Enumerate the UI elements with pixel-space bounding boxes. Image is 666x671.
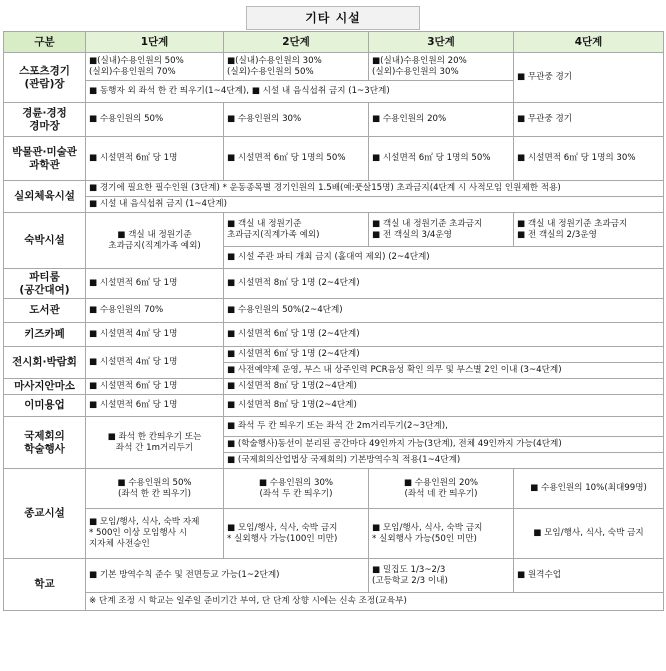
table-row (4, 469, 664, 509)
cell: ■ 수용인원의 50% (좌석 한 칸 띄우기) (86, 469, 224, 509)
header-stage-4: 4단계 (514, 32, 664, 53)
school-note: ※ 단계 조정 시 학교는 일주일 준비기간 부여, 단 단계 상향 시에는 신속 조정(교육부) (86, 593, 664, 611)
cell: ■ 시설면적 8㎡ 당 1명 (2~4단계) (224, 269, 664, 299)
cell: ■ 수용인원의 50%(2~4단계) (224, 299, 664, 323)
cell: ■ 수용인원의 20% (좌석 네 칸 띄우기) (369, 469, 514, 509)
header-stage-2: 2단계 (224, 32, 369, 53)
cell: ■ 시설면적 4㎡ 당 1명 (86, 347, 224, 379)
page-title: 기타 시설 (246, 6, 420, 30)
table-row (4, 137, 664, 181)
cell: ■ 수용인원의 50% (86, 103, 224, 137)
category-massage: 마사지안마소 (4, 379, 86, 395)
cell: ■ 시설 내 음식섭취 금지 (1~4단계) (86, 197, 664, 213)
category-lodging: 숙박시설 (4, 213, 86, 269)
table-row (4, 509, 664, 559)
table-row (4, 395, 664, 417)
cell: ■ 모임/행사, 식사, 숙박 금지 (514, 509, 664, 559)
header-stage-3: 3단계 (369, 32, 514, 53)
cell: ■ 수용인원의 30% (좌석 두 칸 띄우기) (224, 469, 369, 509)
header-category: 구분 (4, 32, 86, 53)
cell: ■(실내)수용인원의 50% (실외)수용인원의 70% (86, 53, 224, 81)
cell: ■ 시설면적 6㎡ 당 1명 (86, 137, 224, 181)
cell: ■ 수용인원의 30% (224, 103, 369, 137)
header-stage-1: 1단계 (86, 32, 224, 53)
header-row (4, 32, 664, 53)
cell: ■ 시설면적 8㎡ 당 1명(2~4단계) (224, 379, 664, 395)
cell: ■ (국제회의산업법상 국제회의) 기본방역수칙 적용(1~4단계) (224, 453, 664, 469)
category-expo: 전시회·박람회 (4, 347, 86, 379)
cell: ■ 시설면적 8㎡ 당 1명(2~4단계) (224, 395, 664, 417)
facility-table (3, 31, 664, 611)
cell: ■ 시설 주관 파티 개최 금지 (홀대여 제외) (2~4단계) (224, 247, 664, 269)
table-row (4, 299, 664, 323)
cell: ■ 모임/행사, 식사, 숙박 금지 * 실외행사 가능(50인 미만) (369, 509, 514, 559)
table-row (4, 323, 664, 347)
cell: ■ 무관중 경기 (514, 103, 664, 137)
cell: ■ 수용인원의 70% (86, 299, 224, 323)
cell: ■ 기본 방역수칙 준수 및 전면등교 가능(1~2단계) (86, 559, 369, 593)
category-race: 경륜·경정 경마장 (4, 103, 86, 137)
cell: ■(실내)수용인원의 30% (실외)수용인원의 50% (224, 53, 369, 81)
category-school: 학교 (4, 559, 86, 611)
table-row (4, 181, 664, 197)
cell: ■ 시설면적 6㎡ 당 1명 (86, 269, 224, 299)
table-row (4, 347, 664, 363)
category-indoor-sports: 실외체육시설 (4, 181, 86, 213)
cell: ■ 밀집도 1/3~2/3 (고등학교 2/3 이내) (369, 559, 514, 593)
table-row (4, 213, 664, 247)
cell: ■ 사전예약제 운영, 부스 내 상주인력 PCR음성 확인 의무 및 부스별 2인 이내 (3~4단계) (224, 363, 664, 379)
category-sports: 스포츠경기 (관람)장 (4, 53, 86, 103)
cell: ■ 시설면적 6㎡ 당 1명 (2~4단계) (224, 323, 664, 347)
cell: ■ 시설면적 6㎡ 당 1명 (2~4단계) (224, 347, 664, 363)
cell: ■ 시설면적 6㎡ 당 1명의 30% (514, 137, 664, 181)
cell: ■ 모임/행사, 식사, 숙박 자제 * 500인 이상 모임행사 시 지자체 사전승인 (86, 509, 224, 559)
cell: ■ 좌석 한 칸띄우기 또는 좌석 간 1m거리두기 (86, 417, 224, 469)
category-conference: 국제회의 학술행사 (4, 417, 86, 469)
cell: ■ 시설면적 6㎡ 당 1명의 50% (224, 137, 369, 181)
cell: ■ 무관중 경기 (514, 53, 664, 103)
cell: ■ 객실 내 정원기준 초과금지 ■ 전 객실의 2/3운영 (514, 213, 664, 247)
cell: ■ 원격수업 (514, 559, 664, 593)
cell: ■ 객실 내 정원기준 초과금지(직계가족 예외) (224, 213, 369, 247)
cell: ■ 객실 내 정원기준 초과금지(직계가족 예외) (86, 213, 224, 269)
cell: ■ 수용인원의 10%(최대99명) (514, 469, 664, 509)
table-row (4, 417, 664, 437)
category-barber: 이미용업 (4, 395, 86, 417)
cell: ■ (학술행사)동선이 분리된 공간마다 49인까지 가능(3단계), 전체 49인까지 가능(4단계) (224, 437, 664, 453)
category-library: 도서관 (4, 299, 86, 323)
table-row (4, 269, 664, 299)
cell: ■ 좌석 두 칸 띄우기 또는 좌석 간 2m거리두기(2~3단계), (224, 417, 664, 437)
cell: ■ 객실 내 정원기준 초과금지 ■ 전 객실의 3/4운영 (369, 213, 514, 247)
cell: ■(실내)수용인원의 20% (실외)수용인원의 30% (369, 53, 514, 81)
cell: ■ 동행자 외 좌석 한 칸 띄우기(1~4단계), ■ 시설 내 음식섭취 금지 (1~3단계) (86, 81, 514, 103)
cell: ■ 시설면적 6㎡ 당 1명 (86, 395, 224, 417)
category-religion: 종교시설 (4, 469, 86, 559)
table-row (4, 53, 664, 81)
category-museum: 박물관·미술관 과학관 (4, 137, 86, 181)
cell: ■ 모임/행사, 식사, 숙박 금지 * 실외행사 가능(100인 미만) (224, 509, 369, 559)
cell: ■ 경기에 필요한 필수인원 (3단계) * 운동종목별 경기인원의 1.5배(예:풋살15명) 초과금지(4단계 시 사적모임 인원제한 적용) (86, 181, 664, 197)
table-row (4, 103, 664, 137)
category-party-room: 파티룸 (공간대여) (4, 269, 86, 299)
cell: ■ 수용인원의 20% (369, 103, 514, 137)
cell: ■ 시설면적 6㎡ 당 1명 (86, 379, 224, 395)
table-row (4, 559, 664, 593)
category-kids-cafe: 키즈카페 (4, 323, 86, 347)
cell: ■ 시설면적 6㎡ 당 1명의 50% (369, 137, 514, 181)
table-row (4, 593, 664, 611)
cell: ■ 시설면적 4㎡ 당 1명 (86, 323, 224, 347)
table-row (4, 379, 664, 395)
table-row (4, 197, 664, 213)
